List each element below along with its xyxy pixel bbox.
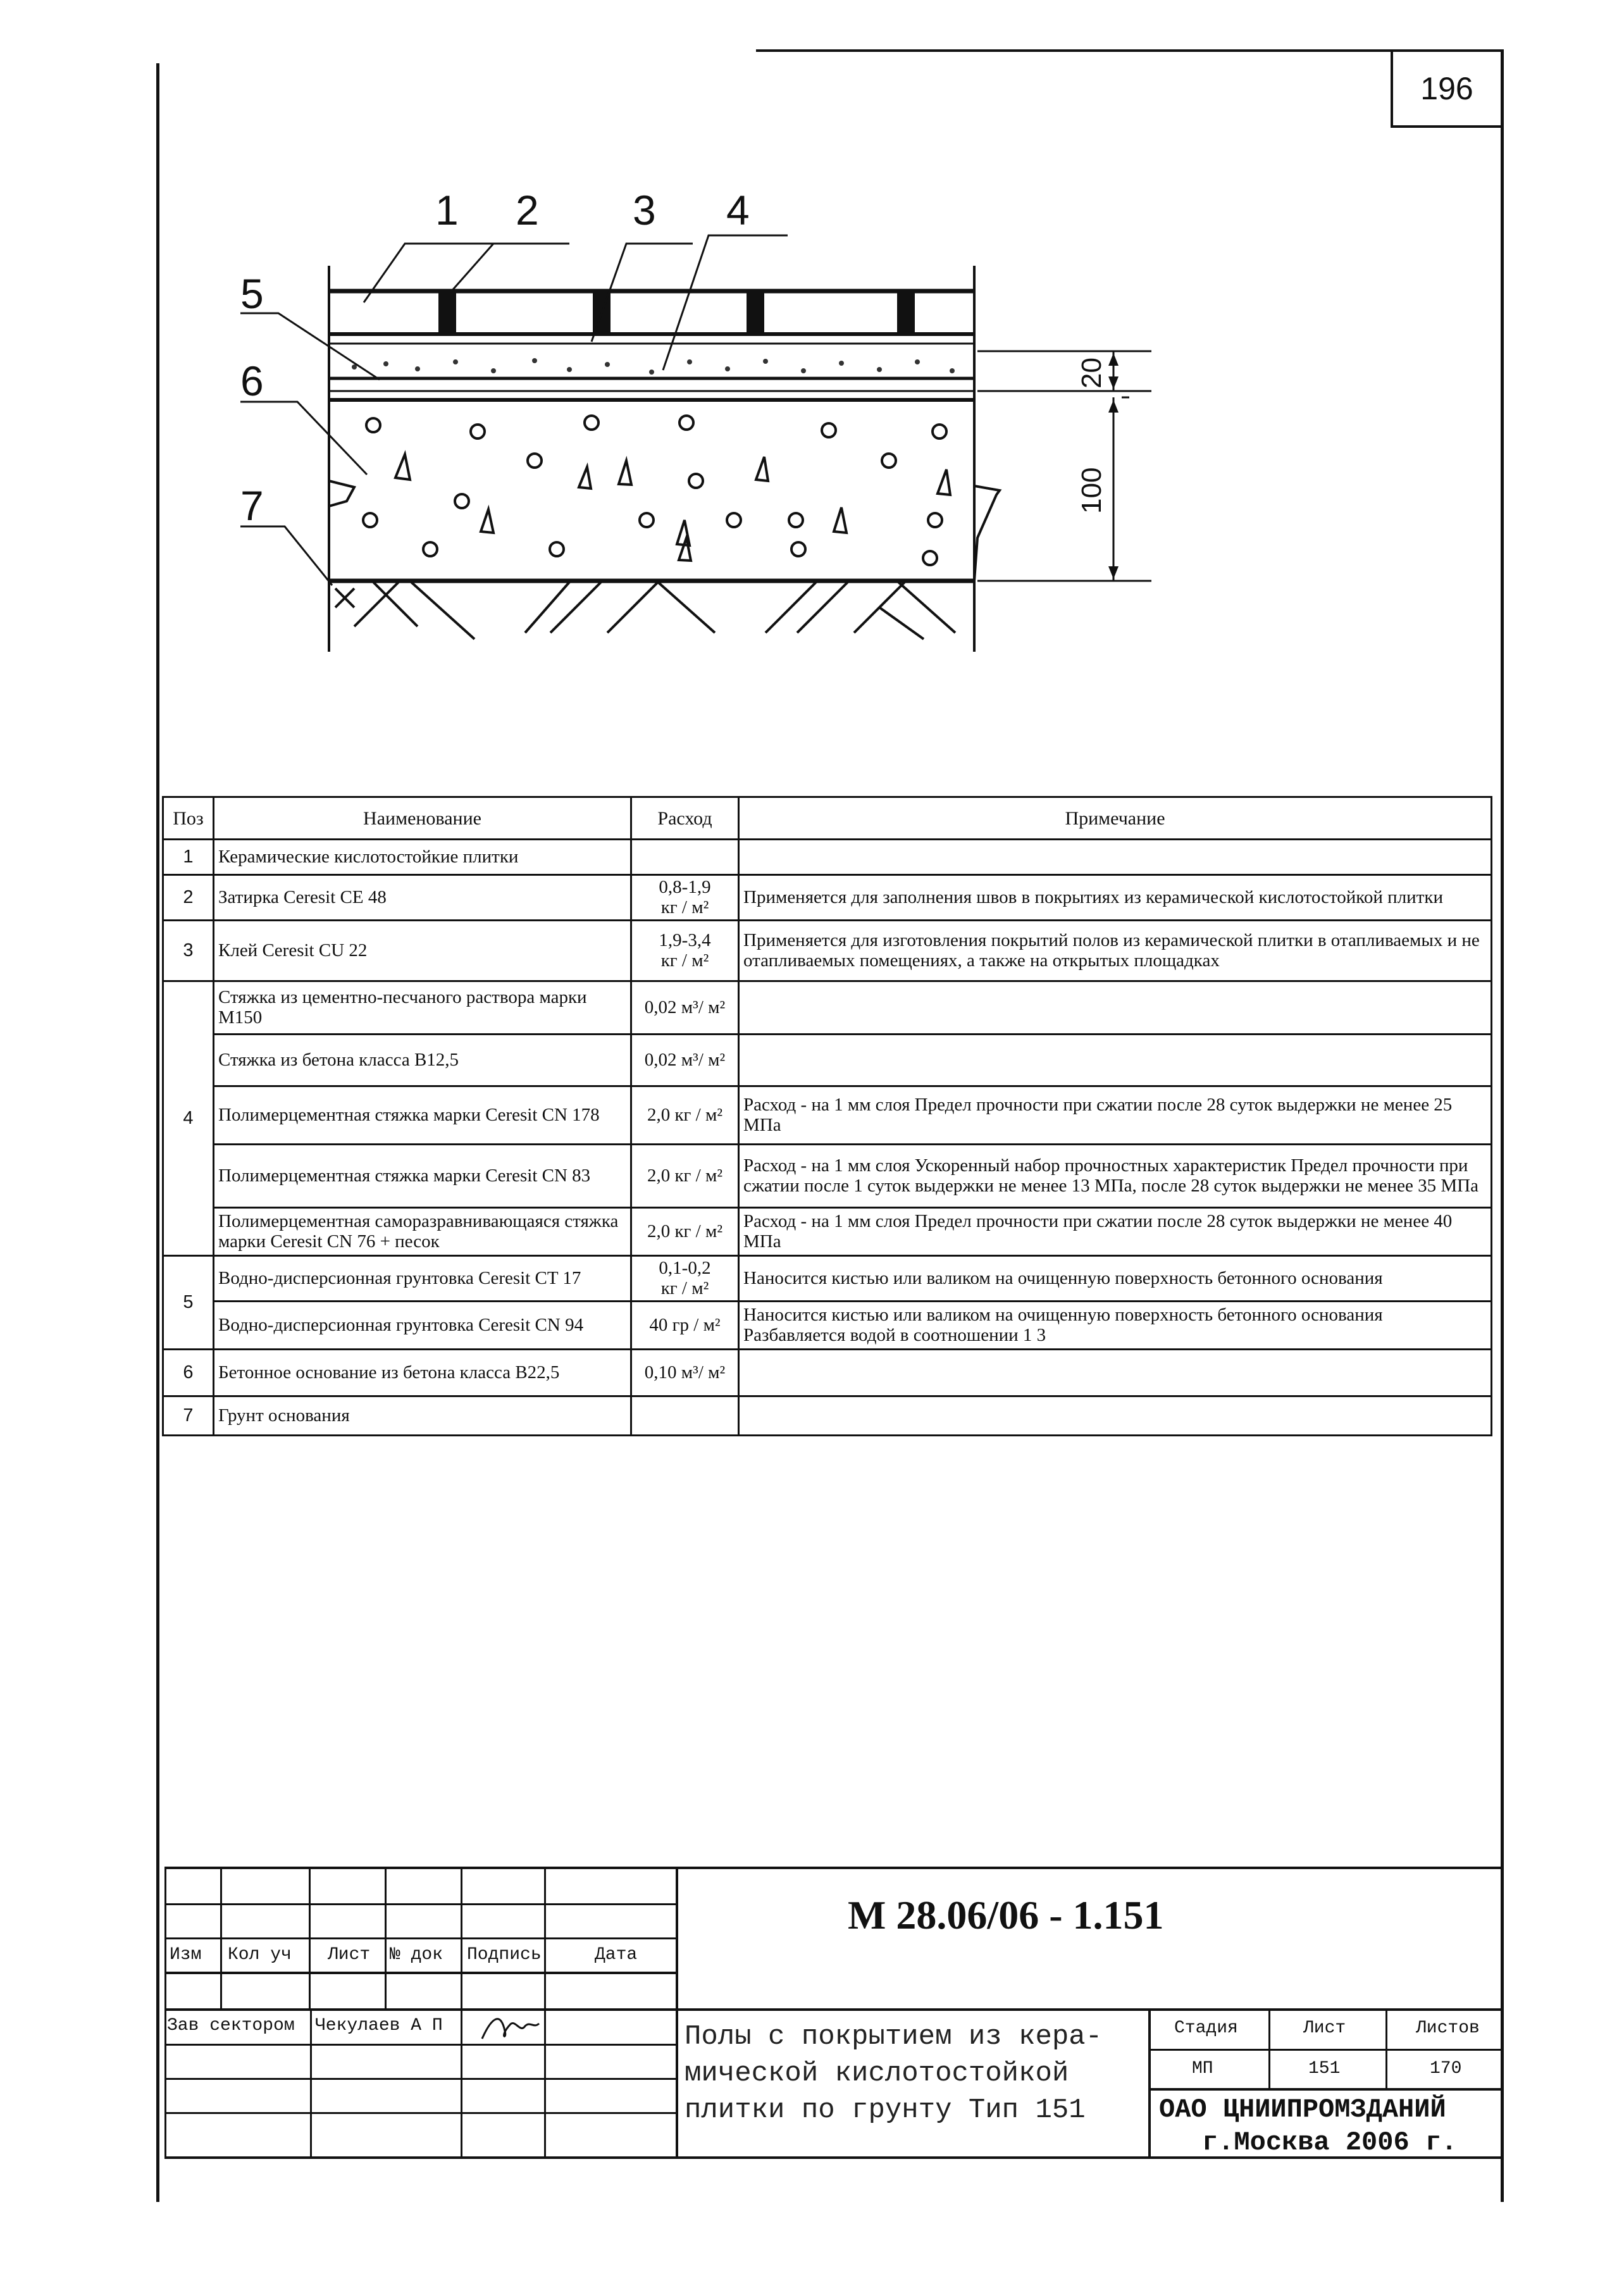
sheet-title: Полы с покрытием из кера- мической кислотостойкой плитки по грунту Тип 151: [685, 2021, 1103, 2126]
sheet-label: Лист: [1303, 2018, 1346, 2038]
document-code: М 28.06/06 - 1.151: [848, 1893, 1164, 1937]
table-row: 6 Бетонное основание из бетона класса В22,5 0,10 м³/ м²: [163, 1350, 1492, 1396]
callout-1: 1: [435, 187, 459, 233]
table-header-row: [163, 797, 1492, 840]
header-pos: Поз: [163, 797, 214, 840]
specification-table: [162, 796, 1492, 1436]
organization: ОАО ЦНИИПРОМЗДАНИЙ: [1159, 2094, 1446, 2125]
table-row: Полимерцементная саморазравнивающаяся стяжка марки Ceresit CN 76 + песок 2,0 кг / м² Расход - на 1 мм слоя Предел прочности при сжатии после 28 суток выдержки не менее 40 МПа: [163, 1208, 1492, 1256]
header-name: Наименование: [214, 797, 631, 840]
table-row: Полимерцементная стяжка марки Ceresit CN 83 2,0 кг / м² Расход - на 1 мм слоя Ускоренный набор прочностных характеристик Предел прочности при сжатии после 1 суток выдержки не менее 13 МПа, после 28 суток выдержки не менее 35 МПа: [163, 1145, 1492, 1208]
stage-label: Стадия: [1174, 2018, 1238, 2038]
col-kol-uch: Кол уч: [228, 1945, 292, 1965]
col-doc-no: № док: [390, 1945, 443, 1965]
table-row: 7 Грунт основания: [163, 1396, 1492, 1436]
callout-5: 5: [240, 270, 264, 317]
signature-mark: [480, 2010, 540, 2042]
dimension-20: 20: [1076, 358, 1107, 389]
table-row: Стяжка из бетона класса В12,5 0,02 м³/ м²: [163, 1035, 1492, 1086]
table-row: 2 Затирка Ceresit CE 48 0,8-1,9 кг / м² Применяется для заполнения швов в покрытиях из керамической кислотостойкой плитки: [163, 875, 1492, 921]
sheet-value: 151: [1308, 2059, 1341, 2079]
callout-2: 2: [516, 187, 539, 233]
callout-4: 4: [726, 187, 750, 233]
person-name: Чекулаев А П: [315, 2016, 443, 2036]
header-rate: Расход: [631, 797, 739, 840]
page-number: 196: [1391, 52, 1501, 128]
sheets-value: 170: [1430, 2059, 1462, 2079]
col-signature: Подпись: [467, 1945, 542, 1965]
callout-6: 6: [240, 358, 264, 404]
sheets-label: Листов: [1416, 2018, 1480, 2038]
table-row: Водно-дисперсионная грунтовка Ceresit CN 94 40 гр / м² Наносится кистью или валиком на очищенную поверхность бетонного основания Разбавляется водой в соотношении 1 3: [163, 1302, 1492, 1350]
table-row: 1 Керамические кислотостойкие плитки: [163, 840, 1492, 875]
table-row: 4 Стяжка из цементно-песчаного раствора марки М150 0,02 м³/ м²: [163, 981, 1492, 1035]
callout-3: 3: [633, 187, 656, 233]
title-block: [164, 1867, 1501, 2158]
role-label: Зав сектором: [167, 2016, 295, 2036]
table-row: Полимерцементная стяжка марки Ceresit CN 178 2,0 кг / м² Расход - на 1 мм слоя Предел прочности при сжатии после 28 суток выдержки не менее 25 МПа: [163, 1086, 1492, 1145]
table-row: 5 Водно-дисперсионная грунтовка Ceresit CT 17 0,1-0,2 кг / м² Наносится кистью или валиком на очищенную поверхность бетонного основания: [163, 1256, 1492, 1302]
col-izm: Изм: [170, 1945, 202, 1965]
callout-7: 7: [240, 482, 264, 529]
floor-section-drawing: [0, 0, 1624, 696]
col-list: Лист: [328, 1945, 371, 1965]
table-row: 3 Клей Ceresit CU 22 1,9-3,4 кг / м² Применяется для изготовления покрытий полов из керамической плитки в отапливаемых и не отапливаемых помещениях, а также на открытых площадках: [163, 921, 1492, 981]
col-date: Дата: [595, 1945, 638, 1965]
city-year: г.Москва 2006 г.: [1202, 2127, 1458, 2158]
dimension-100: 100: [1076, 467, 1107, 514]
stage-value: МП: [1192, 2059, 1213, 2079]
header-note: Примечание: [739, 797, 1492, 840]
